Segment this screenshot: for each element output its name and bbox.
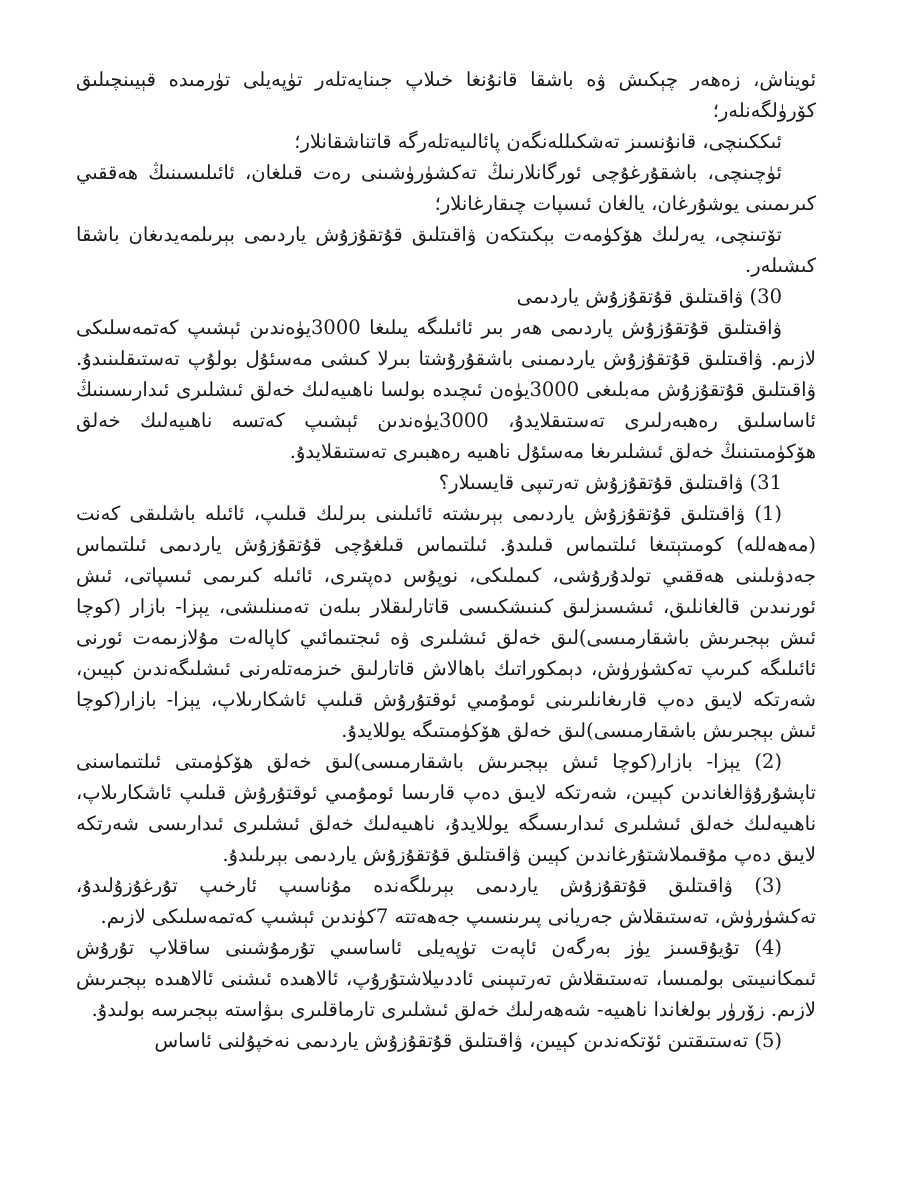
paragraph-step-5: (5) تەستىقتىن ئۆتكەندىن كېيىن، ۋاقىتلىق قۇتقۇزۇش ياردىمى نەخپۇلنى ئاساس — [154, 1029, 782, 1052]
paragraph-step-4: (4) تۇيۇقسىز يۈز بەرگەن ئاپەت تۈپەيلى ئاساسىي تۇرمۇشىنى ساقلاپ تۇرۇش ئىمكانىيىتى بولمىسا، تەستىقلاش تەرتىپىنى ئاددىيلاشتۇرۇپ، ئالاھىدە ئىشنى ئالاھىدە بېجىرىش لازىم. زۆرۈر بولغاندا ناھىيە- شەھەرلىك خەلق ئىشلىرى تارماقلىرى بىۋاستە بېجىرسە بولىدۇ. — [76, 936, 816, 1021]
paragraph-item-3: ئۈچىنچى، باشقۇرغۇچى ئورگانلارنىڭ تەكشۈرۈشىنى رەت قىلغان، ئائىلىسىنىڭ ھەققىي كىرىمىنى يوشۇرغان، يالغان ئىسپات چىقارغانلار؛ — [76, 161, 816, 215]
paragraph-step-3: (3) ۋاقىتلىق قۇتقۇزۇش ياردىمى بېرىلگەندە مۇناسىپ ئارخىپ تۇرغۇزۇلىدۇ، تەكشۈرۈش، تەستىقلاش جەريانى پىرىنسىپ جەھەتتە 7كۈندىن ئېشىپ كەتمەسلىكى لازىم. — [76, 874, 816, 928]
section-heading-31: 31) ۋاقىتلىق قۇتقۇزۇش تەرتىپى قايسىلار؟ — [438, 471, 782, 494]
paragraph-step-1: (1) ۋاقىتلىق قۇتقۇزۇش ياردىمى بېرىشتە ئائىلىنى بىرلىك قىلىپ، ئائىلە باشلىقى كەنت (مەھەللە) كومىتېتىغا ئىلتىماس قىلىدۇ. ئىلتىماس قىلغۇچى قۇتقۇزۇش ياردىمى ئىلتىماس جەدۋىلىنى ھەققىي تولدۇرۇشى، كىملىكى، نوپۇس دەپتىرى، ئائىلە كىرىمى ئىسپاتى، ئىش ئورنىدىن قالغانلىق، ئىشسىزلىق كىنىشكىسى قاتارلىقلار بىلەن تەمىنلىشى، يېزا- بازار (كوچا ئىش بېجىرىش باشقارمىسى)لىق خەلق ئىشلىرى ۋە ئىجتىمائىي كاپالەت مۇلازىمەت ئورنى ئائىلىگە كىرىپ تەكشۈرۈش، دېمكوراتىك باھالاش قاتارلىق خىزمەتلەرنى ئىشلىگەندىن كېيىن، شەرتكە لايىق دەپ قارىغانلىرىنى ئومۇمىي ئوقتۇرۇش قىلىپ ئاشكارىلاپ، يېزا- بازار(كوچا ئىش بېجىرىش باشقارمىسى)لىق خەلق ھۆكۈمىتىگە يوللايدۇ. — [76, 502, 816, 742]
paragraph-item-2: ئىككىنچى، قانۇنسىز تەشكىللەنگەن پائالىيەتلەرگە قاتناشقانلار؛ — [294, 130, 782, 153]
paragraph-step-2: (2) يېزا- بازار(كوچا ئىش بېجىرىش باشقارمىسى)لىق خەلق ھۆكۈمىتى ئىلتىماسنى تاپشۇرۇۋالغاندىن كېيىن، شەرتكە لايىق دەپ قارىسا ئومۇمىي ئوقتۇرۇش قىلىپ ئاشكارىلاپ، ناھىيەلىك خەلق ئىشلىرى ئىدارىسىگە يوللايدۇ، ناھىيەلىك خەلق ئىشلىرى ئىدارىسى شەرتكە لايىق دەپ مۇقىملاشتۇرغاندىن كېيىن ۋاقىتلىق قۇتقۇزۇش ياردىمى بېرىلىدۇ. — [76, 750, 816, 866]
section-heading-30: 30) ۋاقىتلىق قۇتقۇزۇش ياردىمى — [516, 285, 782, 308]
document-page — [76, 64, 816, 1184]
paragraph-section-30: ۋاقىتلىق قۇتقۇزۇش ياردىمى ھەر بىر ئائىلىگە يىلىغا 3000يۈەندىن ئېشىپ كەتمەسلىكى لازىم. ۋاقىتلىق قۇتقۇزۇش ياردىمىنى باشقۇرۇشتا بىرلا كىشى مەسئۇل بولۇپ تەستىقلىنىدۇ. ۋاقىتلىق قۇتقۇزۇش مەبلىغى 3000يۈەن ئىچىدە بولسا ناھىيەلىك خەلق ئىشلىرى ئىدارىسىنىڭ ئاساسلىق رەھبەرلىرى تەستىقلايدۇ، 3000يۈەندىن ئېشىپ كەتسە ناھىيەلىك خەلق ھۆكۈمىتىنىڭ خەلق ئىشلىرىغا مەسئۇل ناھىيە رەھبىرى تەستىقلايدۇ. — [76, 316, 816, 463]
paragraph-item-4: تۆتىنچى، يەرلىك ھۆكۈمەت بېكىتكەن ۋاقىتلىق قۇتقۇزۇش ياردىمى بېرىلمەيدىغان باشقا كىشىلەر. — [76, 223, 816, 277]
paragraph-cont: ئويناش، زەھەر چېكىش ۋە باشقا قانۇنغا خىلاپ جىنايەتلەر تۈپەيلى تۈرمىدە قېيىنچىلىق كۆرۈلگەنلەر؛ — [76, 68, 816, 122]
